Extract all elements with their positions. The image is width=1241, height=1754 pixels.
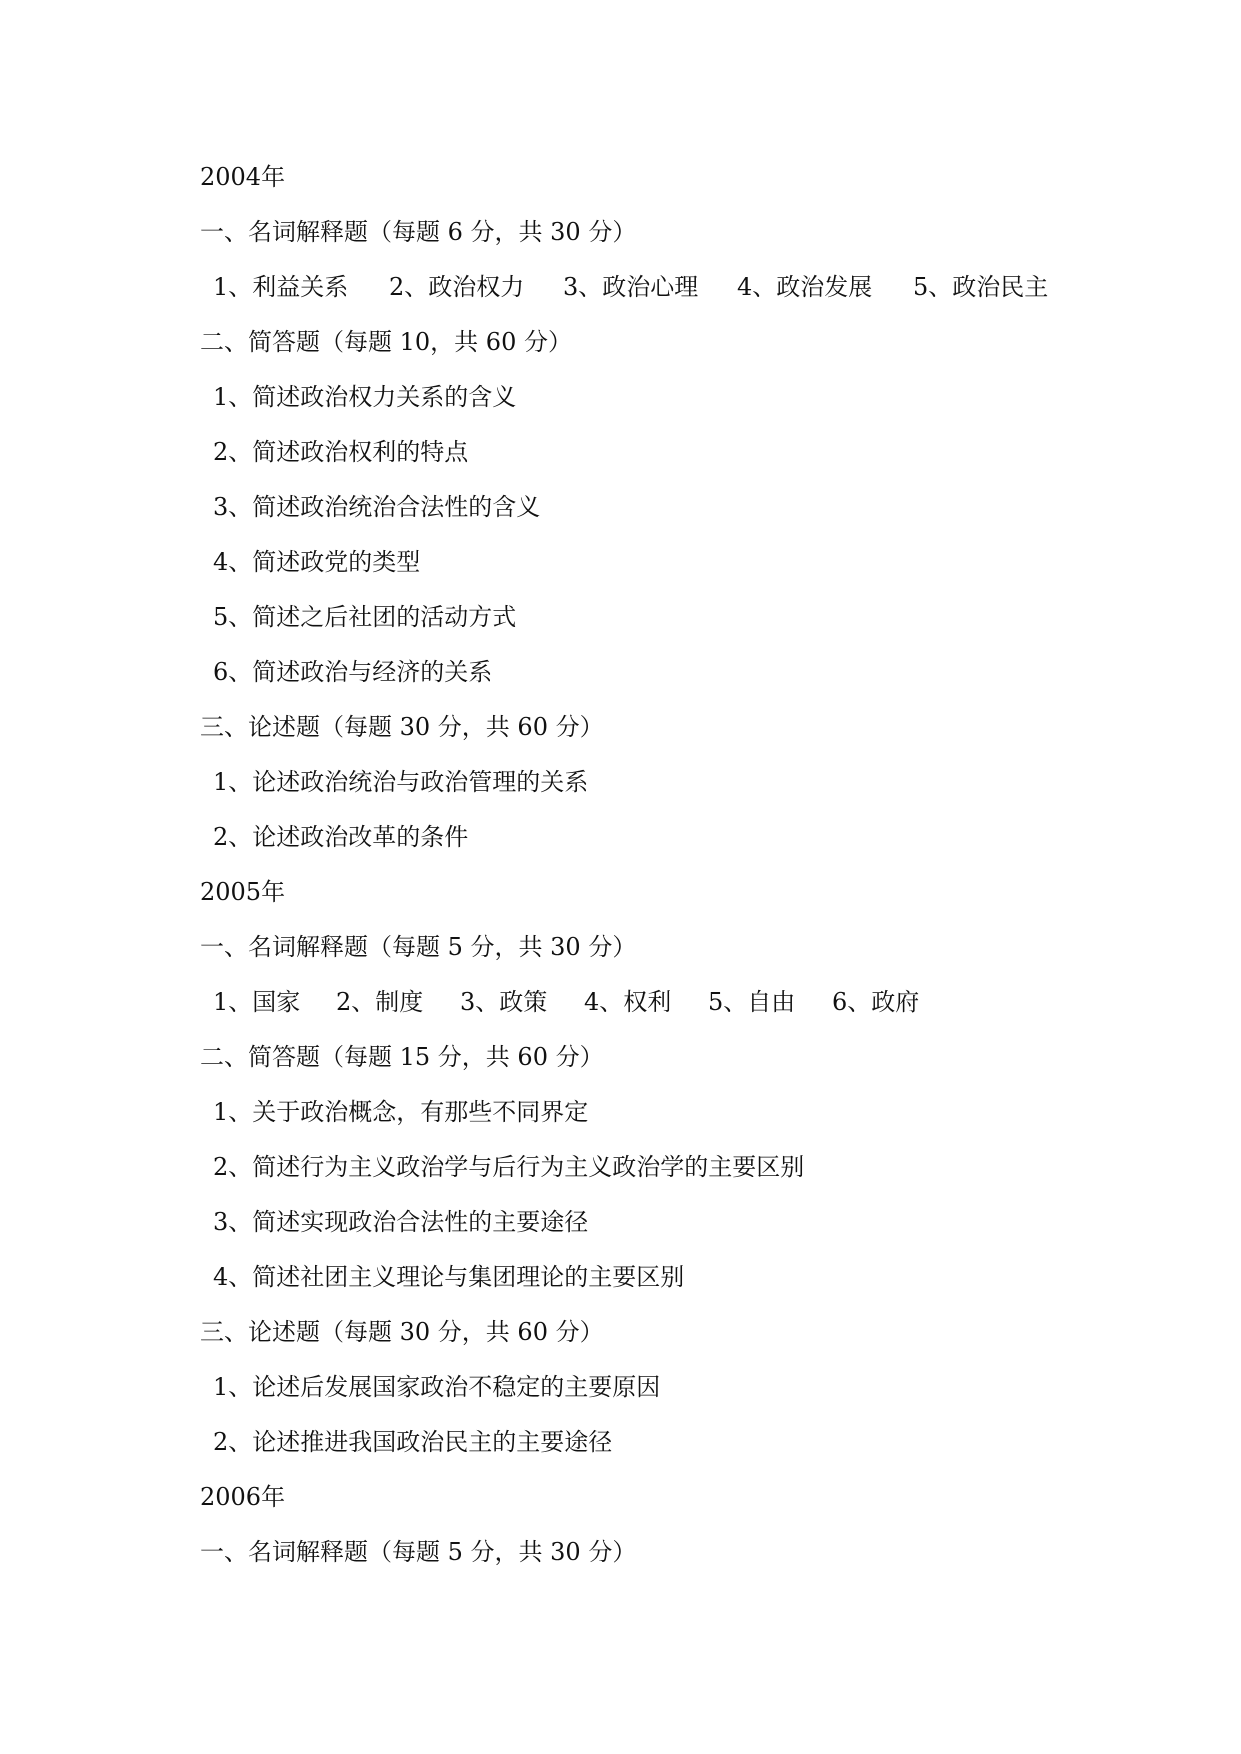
question-item: 1、关于政治概念，有那些不同界定 xyxy=(213,1098,589,1126)
question-item: 4、简述政党的类型 xyxy=(213,548,421,576)
term: 2、制度 xyxy=(336,988,424,1016)
section-heading: 一、名词解释题（每题 5 分，共 30 分） xyxy=(200,1538,637,1566)
term: 4、权利 xyxy=(584,988,672,1016)
question-item: 5、简述之后社团的活动方式 xyxy=(213,603,517,631)
term: 2、政治权力 xyxy=(389,273,525,301)
term: 3、政策 xyxy=(460,988,548,1016)
section-heading: 三、论述题（每题 30 分，共 60 分） xyxy=(200,713,604,741)
question-item: 1、论述后发展国家政治不稳定的主要原因 xyxy=(213,1373,661,1401)
question-item: 2、简述政治权利的特点 xyxy=(213,438,469,466)
term: 6、政府 xyxy=(832,988,920,1016)
section-heading: 二、简答题（每题 10，共 60 分） xyxy=(200,328,572,356)
year-heading: 2004年 xyxy=(200,163,286,191)
question-item: 3、简述政治统治合法性的含义 xyxy=(213,493,541,521)
question-item: 1、论述政治统治与政治管理的关系 xyxy=(213,768,589,796)
year-heading: 2006年 xyxy=(200,1483,286,1511)
term-list xyxy=(213,982,919,1022)
term-list xyxy=(213,267,1048,307)
question-item: 6、简述政治与经济的关系 xyxy=(213,658,493,686)
term: 1、国家 xyxy=(213,988,301,1016)
question-item: 2、简述行为主义政治学与后行为主义政治学的主要区别 xyxy=(213,1153,805,1181)
section-heading: 一、名词解释题（每题 5 分，共 30 分） xyxy=(200,933,637,961)
question-item: 2、论述政治改革的条件 xyxy=(213,823,469,851)
term: 4、政治发展 xyxy=(737,273,873,301)
question-item: 4、简述社团主义理论与集团理论的主要区别 xyxy=(213,1263,685,1291)
term: 5、自由 xyxy=(708,988,796,1016)
question-item: 2、论述推进我国政治民主的主要途径 xyxy=(213,1428,613,1456)
year-heading: 2005年 xyxy=(200,878,286,906)
section-heading: 二、简答题（每题 15 分，共 60 分） xyxy=(200,1043,604,1071)
section-heading: 三、论述题（每题 30 分，共 60 分） xyxy=(200,1318,604,1346)
term: 5、政治民主 xyxy=(913,273,1049,301)
question-item: 1、简述政治权力关系的含义 xyxy=(213,383,517,411)
question-item: 3、简述实现政治合法性的主要途径 xyxy=(213,1208,589,1236)
section-heading: 一、名词解释题（每题 6 分，共 30 分） xyxy=(200,218,637,246)
term: 3、政治心理 xyxy=(563,273,699,301)
term: 1、利益关系 xyxy=(213,273,349,301)
